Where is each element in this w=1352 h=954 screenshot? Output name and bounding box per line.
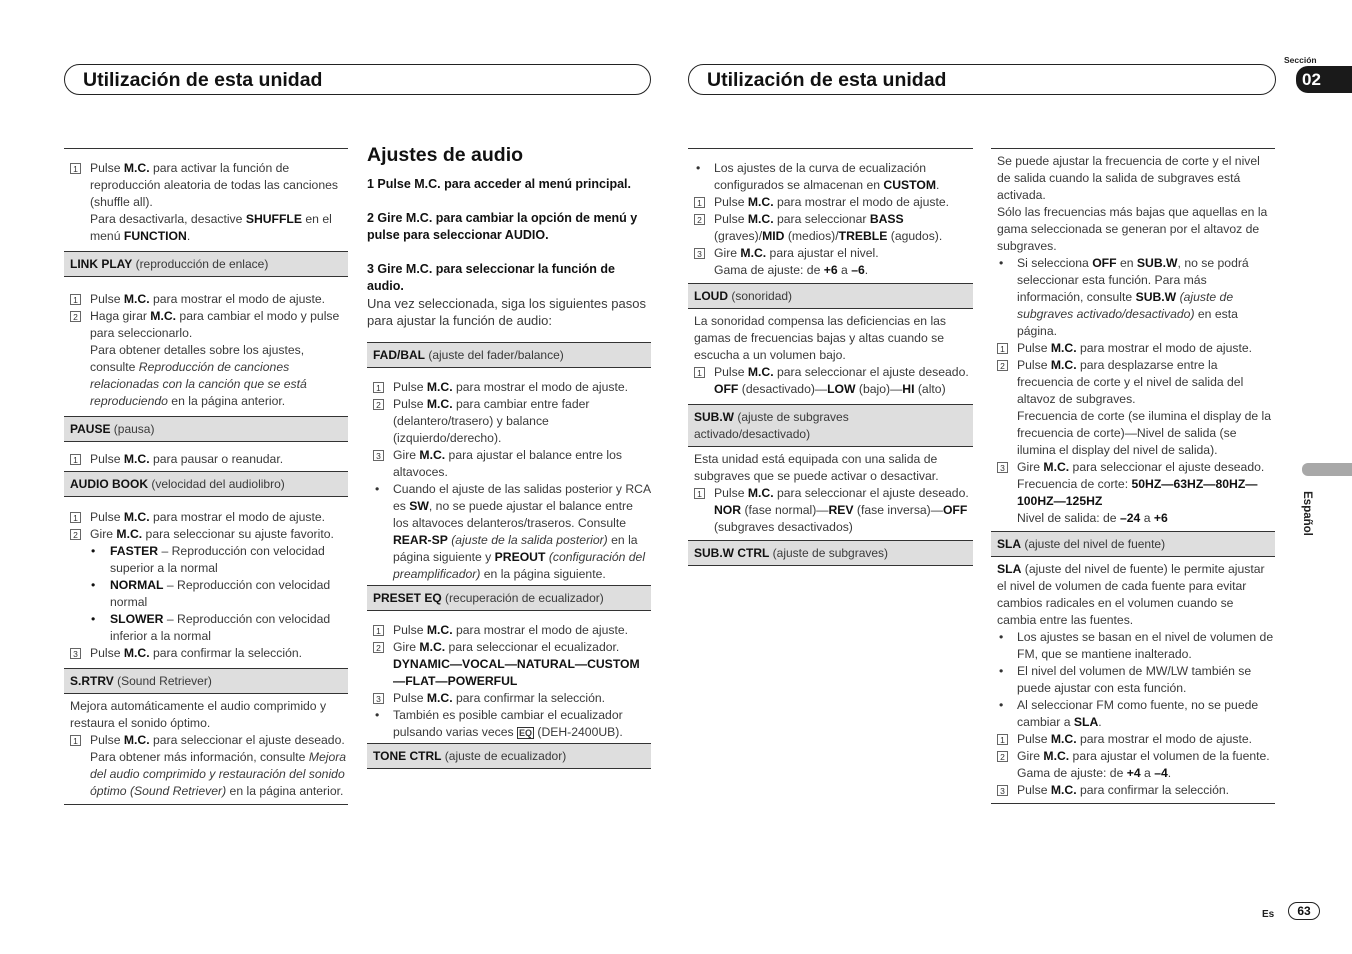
note-bullet: • Los ajustes se basan en el nivel de volumen de FM, que se mantiene inalterado. bbox=[991, 629, 1275, 663]
step-item: 1 Pulse M.C. para mostrar el modo de ajuste. bbox=[991, 340, 1275, 357]
step-item: 1 Pulse M.C. para seleccionar el ajuste deseado. Para obtener más información, consulte Mejora del audio comprimido y restauración del sonido óptimo (Sound Retriever) en la página anterior. bbox=[64, 732, 348, 800]
procedure-step: 2 Gire M.C. para cambiar la opción de menú y pulse para seleccionar AUDIO. bbox=[367, 211, 638, 242]
note-bullet: • Cuando el ajuste de las salidas posterior y RCA es SW, no se puede ajustar el balance entre los altavoces delanteros/traseros. Consulte REAR-SP (ajuste de la salida posterior) en la página siguiente y PREOUT (configuración del preamplificador) en la página siguiente. bbox=[367, 481, 651, 583]
step-item: 3 Gire M.C. para ajustar el nivel. Gama de ajuste: de +6 a –6. bbox=[688, 245, 973, 279]
section-bar-sub-w: SUB.W (ajuste de subgraves activado/desactivado) bbox=[688, 404, 973, 447]
audio-settings-title: Ajustes de audio bbox=[367, 144, 524, 166]
step-item: 1 Pulse M.C. para mostrar el modo de ajuste. bbox=[64, 291, 348, 308]
section-bar-pause: PAUSE (pausa) bbox=[64, 416, 348, 442]
sub-w-description: Esta unidad está equipada con una salida de subgraves que se puede activar o desactivar. bbox=[694, 452, 939, 483]
sub-w-ctrl-description: Sólo las frecuencias más bajas que aquellas en la gama seleccionada se generan por el altavoz de subgraves. bbox=[997, 205, 1268, 253]
step-item: 1 Pulse M.C. para mostrar el modo de ajuste. bbox=[991, 731, 1275, 748]
language-tab bbox=[1302, 463, 1352, 476]
note-bullet: • Al seleccionar FM como fuente, no se puede cambiar a SLA. bbox=[991, 697, 1275, 731]
step-item: 1 Pulse M.C. para seleccionar el ajuste deseado. OFF (desactivado)—LOW (bajo)—HI (alto) bbox=[688, 364, 973, 398]
procedure-step: 3 Gire M.C. para seleccionar la función de audio. bbox=[367, 262, 615, 293]
step-item: 3 Pulse M.C. para confirmar la selección. bbox=[991, 782, 1275, 799]
section-bar-audio-book: AUDIO BOOK (velocidad del audiolibro) bbox=[64, 471, 348, 497]
header-left-title: Utilización de esta unidad bbox=[64, 64, 651, 95]
speed-option: • NORMAL – Reproducción con velocidad normal bbox=[64, 577, 348, 611]
loud-description: La sonoridad compensa las deficiencias en las gamas de frecuencias bajas y altas cuando se escucha a un volumen bajo. bbox=[694, 314, 947, 362]
speed-option: • SLOWER – Reproducción con velocidad inferior a la normal bbox=[64, 611, 348, 645]
step-item: 1 Pulse M.C. para mostrar el modo de ajuste. bbox=[367, 379, 651, 396]
step-item: 2 Pulse M.C. para desplazarse entre la frecuencia de corte y el nivel de salida del altavoz de subgraves. Frecuencia de corte (se ilumina el display de la frecuencia de corte)—Nivel de salida (se ilumina el display del nivel de salida). bbox=[991, 357, 1275, 459]
step-item: 3 Gire M.C. para ajustar el balance entre los altavoces. bbox=[367, 447, 651, 481]
step-item: 1 Pulse M.C. para pausar o reanudar. bbox=[64, 451, 348, 468]
step-item: 2 Gire M.C. para ajustar el volumen de la fuente. Gama de ajuste: de +4 a –4. bbox=[991, 748, 1275, 782]
column-4 bbox=[991, 148, 1275, 804]
section-bar-sla: SLA (ajuste del nivel de fuente) bbox=[991, 531, 1275, 557]
step-item: 1 Pulse M.C. para mostrar el modo de ajuste. bbox=[367, 622, 651, 639]
section-bar-loud: LOUD (sonoridad) bbox=[688, 283, 973, 309]
section-bar-preset-eq: PRESET EQ (recuperación de ecualizador) bbox=[367, 585, 651, 611]
step-item: 2 Pulse M.C. para cambiar entre fader (delantero/trasero) y balance (izquierdo/derecho). bbox=[367, 396, 651, 447]
note-bullet: • También es posible cambiar el ecualizador pulsando varias veces EQ (DEH-2400UB). bbox=[367, 707, 651, 741]
step-item: 2 Gire M.C. para seleccionar su ajuste favorito. bbox=[64, 526, 348, 543]
note-bullet: • Si selecciona OFF en SUB.W, no se podrá seleccionar esta función. Para más información, consulte SUB.W (ajuste de subgraves activado/desactivado) en esta página. bbox=[991, 255, 1275, 340]
sub-w-ctrl-description: Se puede ajustar la frecuencia de corte y el nivel de salida cuando la salida de subgraves está activada. bbox=[997, 154, 1260, 202]
section-bar-s-rtrv: S.RTRV (Sound Retriever) bbox=[64, 668, 348, 694]
header-right-title: Utilización de esta unidad bbox=[688, 64, 1276, 95]
note-bullet: • El nivel del volumen de MW/LW también se puede ajustar con esta función. bbox=[991, 663, 1275, 697]
step-item: 2 Gire M.C. para seleccionar el ecualizador. DYNAMIC—VOCAL—NATURAL—CUSTOM—FLAT—POWERFUL bbox=[367, 639, 651, 690]
step-item: 1 Pulse M.C. para mostrar el modo de ajuste. bbox=[688, 194, 973, 211]
procedure-intro: Una vez seleccionada, siga los siguientes pasos para ajustar la función de audio: bbox=[367, 296, 646, 328]
section-bar-tone-ctrl: TONE CTRL (ajuste de ecualizador) bbox=[367, 743, 651, 769]
section-label: Sección bbox=[1284, 55, 1317, 65]
eq-button-icon: EQ bbox=[518, 728, 532, 738]
step-item: 1 Pulse M.C. para activar la función de reproducción aleatoria de todas las canciones (shuffle all). Para desactivarla, desactive SHUFFLE en el menú FUNCTION. bbox=[64, 160, 348, 245]
sla-description: SLA (ajuste del nivel de fuente) le permite ajustar el nivel de volumen de cada fuente para evitar cambios radicales en el volumen cuando se cambia entre las fuentes. bbox=[997, 562, 1265, 627]
step-item: 2 Haga girar M.C. para cambiar el modo y pulse para seleccionarlo. Para obtener detalles sobre los ajustes, consulte Reproducción de canciones relacionadas con la canción que se está reproduciendo en la página anterior. bbox=[64, 308, 348, 410]
note-bullet: • Los ajustes de la curva de ecualización configurados se almacenan en CUSTOM. bbox=[688, 160, 973, 194]
procedure-step: 1 Pulse M.C. para acceder al menú principal. bbox=[367, 177, 631, 191]
section-bar-link-play: LINK PLAY (reproducción de enlace) bbox=[64, 251, 348, 277]
step-item: 1 Pulse M.C. para seleccionar el ajuste deseado. NOR (fase normal)—REV (fase inversa)—OFF (subgraves desactivados) bbox=[688, 485, 973, 536]
column-2 bbox=[367, 143, 651, 769]
step-item: 2 Pulse M.C. para seleccionar BASS (graves)/MID (medios)/TREBLE (agudos). bbox=[688, 211, 973, 245]
step-item: 3 Gire M.C. para seleccionar el ajuste deseado. Frecuencia de corte: 50HZ—63HZ—80HZ—100HZ—125HZ Nivel de salida: de –24 a +6 bbox=[991, 459, 1275, 527]
speed-option: • FASTER – Reproducción con velocidad superior a la normal bbox=[64, 543, 348, 577]
step-item: 3 Pulse M.C. para confirmar la selección. bbox=[367, 690, 651, 707]
column-3 bbox=[688, 148, 973, 566]
section-bar-sub-w-ctrl: SUB.W CTRL (ajuste de subgraves) bbox=[688, 540, 973, 566]
step-item: 1 Pulse M.C. para mostrar el modo de ajuste. bbox=[64, 509, 348, 526]
step-item: 3 Pulse M.C. para confirmar la selección. bbox=[64, 645, 348, 662]
page-number: 63 bbox=[1288, 902, 1320, 920]
section-number-badge: 02 bbox=[1296, 66, 1352, 93]
language-label: Español bbox=[1300, 491, 1313, 536]
column-1 bbox=[64, 148, 348, 805]
footer-lang-code: Es bbox=[1262, 909, 1275, 920]
s-rtrv-description: Mejora automáticamente el audio comprimido y restaura el sonido óptimo. bbox=[70, 699, 327, 730]
section-bar-fad-bal: FAD/BAL (ajuste del fader/balance) bbox=[367, 342, 651, 368]
